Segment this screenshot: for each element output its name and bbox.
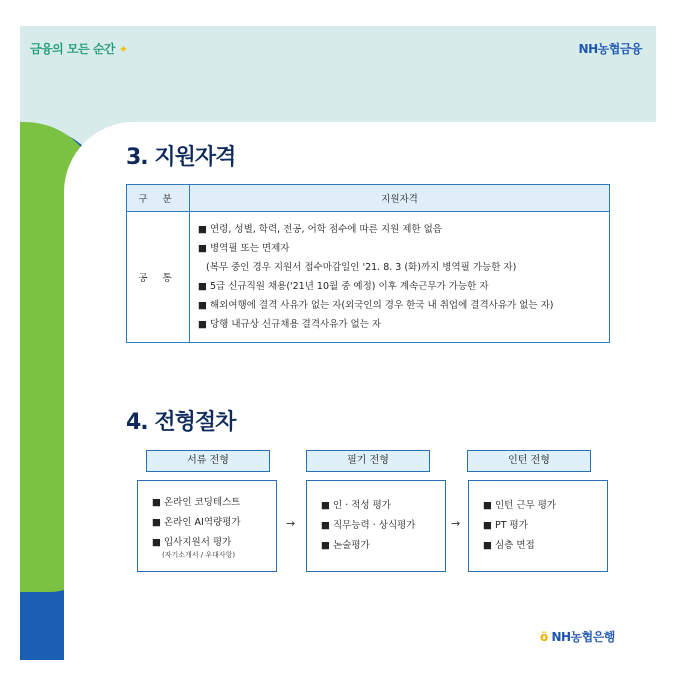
list-item: ■ 병역필 또는 면제자: [198, 243, 290, 254]
slogan-text: 금융의 모든 순간: [30, 42, 116, 56]
brand-logo-top: NH농협금융: [578, 42, 642, 56]
section3-title: 3. 지원자격: [126, 145, 236, 170]
step-header-document: 서류 전형: [146, 450, 270, 472]
list-item: ■ 인턴 근무 평가: [483, 500, 557, 511]
step-box-document: [137, 480, 277, 572]
list-item-note: (자기소개서 / 우대사항): [162, 550, 236, 559]
step-box-written: [306, 480, 446, 572]
nh-mark-icon: ö: [540, 630, 548, 644]
list-item: ■ 직무능력 · 상식평가: [321, 520, 416, 531]
list-item: ■ 온라인 코딩테스트: [152, 496, 241, 508]
header-category: 구 분: [127, 185, 190, 212]
list-item-sub: (복무 중인 경우 지원서 접수마감일인 '21. 8. 3 (화)까지 병역필 가능한 자): [206, 262, 517, 273]
table-row: [127, 212, 610, 343]
list-item: ■ 심층 면접: [483, 540, 535, 551]
arrow-icon: →: [286, 517, 296, 530]
list-item: ■ 논술평가: [321, 540, 370, 551]
list-item: ■ 당행 내규상 신규채용 결격사유가 없는 자: [198, 319, 382, 330]
brand-logo-bottom: [540, 628, 615, 645]
qualification-table: [126, 184, 610, 343]
list-item: ■ 5급 신규직원 채용('21년 10월 중 예정) 이후 계속근무가 가능한 자: [198, 281, 489, 292]
sparkle-icon: ✦: [118, 43, 128, 56]
list-item: ■ 입사지원서 평가: [152, 536, 232, 548]
arrow-icon: →: [451, 517, 461, 530]
row-label-common: 공 통: [127, 212, 190, 343]
list-item: ■ PT 평가: [483, 520, 528, 531]
list-item: ■ 인 · 적성 평가: [321, 500, 391, 511]
slogan-logo: [30, 40, 127, 57]
qualification-list: [190, 212, 610, 343]
section4-title: 4. 전형절차: [126, 410, 236, 435]
header-qualification: 지원자격: [190, 185, 610, 212]
list-item: ■ 해외여행에 결격 사유가 없는 자(외국인의 경우 한국 내 취업에 결격사유가 없는 자): [198, 300, 554, 311]
footer-brand-text: NH농협은행: [551, 630, 615, 644]
step-box-intern: [468, 480, 608, 572]
step-header-intern: 인턴 전형: [467, 450, 591, 472]
table-header-row: [127, 185, 610, 212]
list-item: ■ 연령, 성별, 학력, 전공, 어학 점수에 따른 지원 제한 없음: [198, 224, 442, 235]
list-item: ■ 온라인 AI역량평가: [152, 516, 241, 528]
step-header-written: 필기 전형: [306, 450, 430, 472]
